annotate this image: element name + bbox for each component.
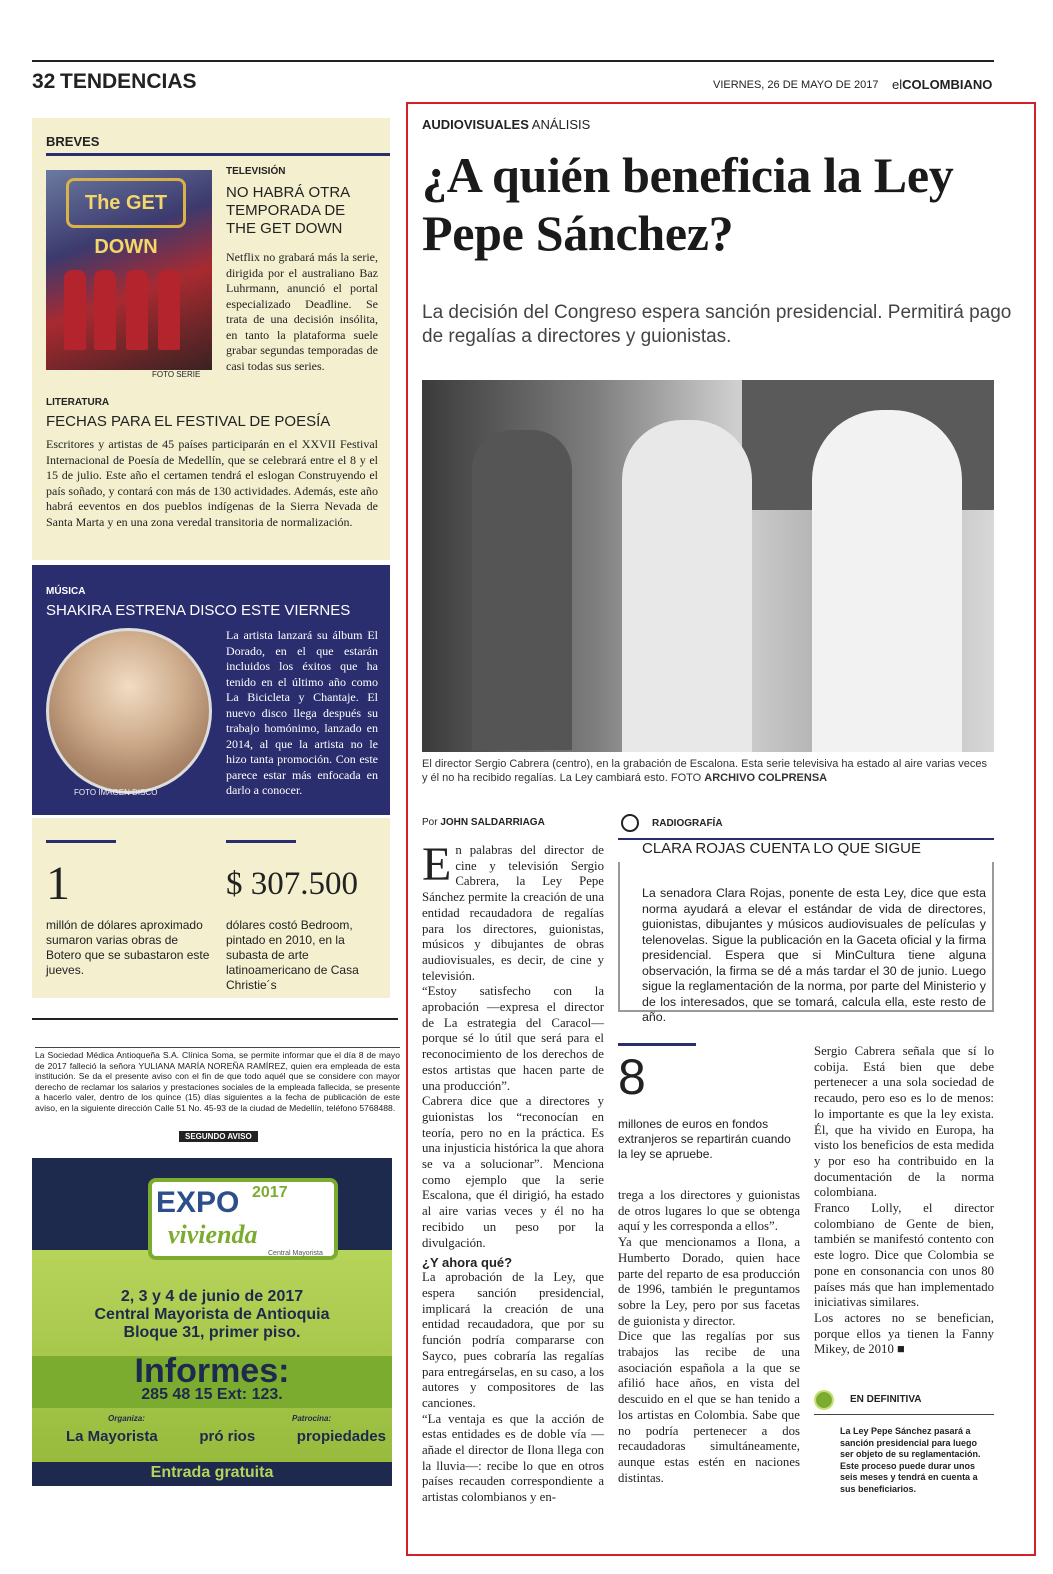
article-title: ¿A quién beneficia la Ley Pepe Sánchez? (422, 147, 954, 261)
music-headline: SHAKIRA ESTRENA DISCO ESTE VIERNES (46, 602, 351, 619)
stat-number: 1 (46, 857, 70, 910)
radiografia-category: RADIOGRAFÍA (652, 818, 723, 829)
stat-text: dólares costó Bedroom, pintado en 2010, en la subasta de arte latinoamericano de Casa Christie´s (226, 918, 359, 992)
lit-category: LITERATURA (46, 397, 110, 408)
article-kicker (422, 117, 590, 132)
definitiva-icon (814, 1390, 834, 1410)
byline-prefix: Por (422, 817, 441, 828)
paragraph: Dice que las regalías por sus trabajos las recibe de una asociación española a la que se afilió hace años, en vista del descuido en el que se han tenido a los artistas en Colombia. Sabe que no podría pertenecer a dos recaudadoras simultáneamente, aunque estas estén en naciones distintas. (618, 1329, 800, 1485)
music-category: MÚSICA (46, 586, 86, 597)
breves-rule (46, 153, 390, 156)
stat-rule (618, 1043, 696, 1046)
paragraph-text: n palabras del director de cine y televisión Sergio Cabrera, la Ley Pepe Sánchez permite la creación de una entidad recaudadora de regalías para los directores, guionistas, músicos y dibujantes de obras audiovisuales, es decir, de cine y televisión. (422, 843, 604, 983)
paragraph: Sergio Cabrera señala que sí lo cobija. Está bien que debe pertenecer a una sola sociedad de recaudo, pero eso es lo de menos: lo importante es que la ley exista. Él, que ha vivido en Europa, ha visto los beneficios de esta medida y por eso ha contribuido en la documentación de la norma colombiana. (814, 1044, 994, 1200)
paragraph (422, 838, 604, 984)
ad-year: 2017 (252, 1184, 288, 1201)
photo-figure (622, 420, 752, 752)
ad-expo-word: EXPO (156, 1186, 240, 1219)
issue-date: VIERNES, 26 DE MAYO DE 2017 (713, 79, 879, 91)
stat-text: millón de dólares aproximado sumaron varias obras de Botero que se subastaron este jueves. (46, 918, 210, 977)
definitiva-rule (814, 1414, 994, 1415)
article-photo (422, 380, 994, 752)
tv-category: TELEVISIÓN (226, 166, 286, 177)
breves-title: BREVES (46, 134, 100, 149)
paragraph: Ya que mencionamos a Ilona, a Humberto Dorado, quien hace parte del reparto de esa producción de 1996, también le preguntamos sobre la Ley, pero por sus facetas de guionista y director. (618, 1235, 800, 1328)
header-rule (32, 60, 994, 62)
stat-text: millones de euros en fondos extranjeros se repartirán cuando la ley se apruebe. (618, 1117, 791, 1161)
ad-free-entry: Entrada gratuita (150, 1464, 274, 1481)
definitiva-body: La Ley Pepe Sánchez pasará a sanción presidencial para luego ser objeto de su reglamentación. Este proceso puede durar unos seis meses y tendrá en cuenta a sus beneficiarios. (840, 1426, 981, 1494)
tv-photo-logo: The GET DOWN (66, 178, 186, 228)
lit-body: Escritores y artistas de 45 países participarán en el XXVII Festival Internacional de Poesía de Medellín, que se celebrará entre el 8 y el 15 de julio. Este año el certamen tendrá el eslogan Construyendo el país soñado, y contará con más de 130 actividades. Además, este año habrá eeventos en dos pueblos indígenas de la Sierra Nevada de Santa Marta y en una zona veredal transitoria de normalización. (46, 437, 378, 529)
photo-figure (472, 430, 572, 750)
music-photo (46, 628, 212, 794)
ad-patrocina: Patrocina: (292, 1414, 332, 1423)
photo-figure (126, 270, 148, 350)
page-number: 32 (32, 70, 56, 93)
photo-figure (812, 410, 962, 752)
ad-phone: 285 48 15 Ext: 123. (141, 1386, 283, 1403)
legal-notice (35, 1047, 400, 1143)
definitiva-category: EN DEFINITIVA (850, 1394, 922, 1405)
paragraph: Cabrera dice que a directores y guionistas los “reconocían en teoría, pero no en la práctica. Es una injusticia histórica la que ahora se va a solucionar”. Menciona como ejemplo que la serie Escalona, que él dirigió, ha estado al aire varias veces y él no ha recibido un peso por la divulgación. (422, 1094, 604, 1250)
photo-figure (158, 270, 180, 350)
radiografia-headline: CLARA ROJAS CUENTA LO QUE SIGUE (642, 840, 921, 857)
article-subhead: ¿Y ahora qué? (422, 1255, 513, 1271)
kicker-rest: ANÁLISIS (528, 117, 591, 132)
photo-figure (64, 270, 86, 350)
notice-tag: SEGUNDO AVISO (179, 1131, 258, 1142)
music-photo-credit: FOTO IMAGEN DISCO (74, 788, 158, 797)
music-body: La artista lanzará su álbum El Dorado, en el que estarán incluidos los éxitos que ha tenido en el último año como La Bicicleta y Chantaje. El nuevo disco llega después su trabajo homónimo, lanzado en 2014, al que la artista no le hizo tanta promoción. Con este parece estar más enfocada en darlo a conocer. (226, 628, 378, 797)
photo-caption (422, 757, 994, 785)
stat-rule (226, 840, 296, 843)
byline (422, 817, 545, 828)
ad-vivienda: vivienda (168, 1220, 258, 1249)
tv-body: Netflix no grabará más la serie, dirigida por el australiano Baz Luhrmann, anunció el portal especializado Deadline. Se trata de una decisión insólita, en tanto la plataforma suele grabar segundas temporadas de casi todas sus series. (226, 250, 378, 373)
paragraph: trega a los directores y guionistas de otros lugares lo que se obtenga aquí y les corresponda a ellos”. (618, 1188, 800, 1234)
kicker-bold: AUDIOVISUALES (422, 117, 529, 132)
magnifier-icon (621, 814, 639, 832)
paragraph: “La ventaja es que la acción de estas entidades es de doble vía —añade el director de Ilona llega con la lluvia—: recibe lo que en otros países recauden correspondiente a artistas colombianos y en- (422, 1411, 604, 1505)
radiografia-body: La senadora Clara Rojas, ponente de esta Ley, dice que esta norma ayudará a elevar el estándar de vida de directores, guionistas, dibujantes y músicos audiovisuales de películas y telenovelas. Sigue la publicación en la Gaceta oficial y la firma presidencial. Espera que si MinCultura tiene alguna observación, la firma se dé a más tardar el 30 de junio. Luego sigue la reglamentación de la norma, por parte del Ministerio y de los interesados, que se tomará, calcula ella, este resto de año. (642, 886, 986, 1024)
stat-number: 8 (618, 1049, 646, 1105)
ad-dates-line: 2, 3 y 4 de junio de 2017 (120, 1288, 304, 1305)
article-column-3 (814, 1044, 994, 1358)
stat-number: $ 307.500 (226, 866, 358, 902)
notice-text: La Sociedad Médica Antioqueña S.A. Clínica Soma, se permite informar que el día 8 de mayo de 2017 falleció la señora YULIANA MARÍA NOREÑA RAMÍREZ, quien era empleada de esta institución. Se da el presente aviso con el fin de que todo aquél que se considere con mayor derecho de reclamar los salarios y prestaciones sociales de la empleada fallecida, se presente a hacerlo valer, dentro de los quince (15) días siguientes a la fecha de publicación de este aviso, en la siguiente dirección Calle 51 No. 45-93 de la ciudad de Medellín, teléfono 5768488. (35, 1050, 400, 1113)
lit-headline: FECHAS PARA EL FESTIVAL DE POESÍA (46, 413, 331, 430)
ad-sponsor-logos (66, 1428, 386, 1445)
paper-prefix: el (892, 77, 903, 92)
caption-text: El director Sergio Cabrera (centro), en la grabación de Escalona. Esta serie televisiva ha estado al aire varias veces y él no ha recibido regalías. La Ley cambiará esto. FOTO (422, 758, 987, 784)
ad-organiza: Organiza: (108, 1414, 145, 1423)
paragraph: “Estoy satisfecho con la aprobación —expresa el director de La estrategia del Caracol— porque sé lo útil que será para el reconocimiento de los derechos de estos artistas que hacen parte de una producción”. (422, 984, 604, 1093)
ad-dates-line: Central Mayorista de Antioquia (94, 1306, 330, 1323)
notice-rule (32, 1018, 398, 1020)
caption-credit: ARCHIVO COLPRENSA (704, 772, 828, 784)
sponsor-logo: La Mayorista (66, 1428, 158, 1445)
paragraph: Los actores no se benefician, porque ellos ya tienen la Fanny Mikey, de 2010 ■ (814, 1310, 994, 1357)
newspaper-name (892, 77, 992, 92)
article-column-1 (422, 838, 604, 1506)
article-lede: La decisión del Congreso espera sanción presidencial. Permitirá pago de regalías a directores y guionistas. (422, 302, 1012, 347)
paragraph: Franco Lolly, el director colombiano de Gente de bien, también se manifestó contento con este logro. Dice que Colombia se pone en consonancia con unos 80 países más que han implementado iniciativas similares. (814, 1201, 994, 1310)
tv-photo-credit: FOTO SERIE (152, 370, 201, 379)
photo-figure (94, 270, 116, 350)
paragraph: La aprobación de la Ley, que espera sanción presidencial, implicará la creación de una entidad recaudadora, que por su función podría compararse con Sayco, pues cobraría las regalías para entregárselas, en su caso, a los autores y compositores de las canciones. (422, 1270, 604, 1410)
sponsor-logo: propiedades (296, 1428, 386, 1445)
section-title: TENDENCIAS (60, 70, 197, 93)
tv-photo (46, 170, 212, 370)
article-column-2 (618, 1188, 800, 1486)
stat-rule (46, 840, 116, 843)
drop-cap: E (422, 838, 452, 891)
ad-dates-line: Bloque 31, primer piso. (123, 1324, 301, 1341)
byline-name: JOHN SALDARRIAGA (440, 817, 545, 828)
sponsor-logo: pró rios (199, 1428, 256, 1445)
ad-dates (32, 1288, 392, 1342)
ad-tagline: Central Mayorista (268, 1250, 323, 1257)
tv-headline: NO HABRÁ OTRA TEMPORADA DE THE GET DOWN (226, 184, 350, 237)
ad-informes: Informes: (134, 1352, 290, 1390)
paper-name-bold: COLOMBIANO (902, 77, 993, 92)
